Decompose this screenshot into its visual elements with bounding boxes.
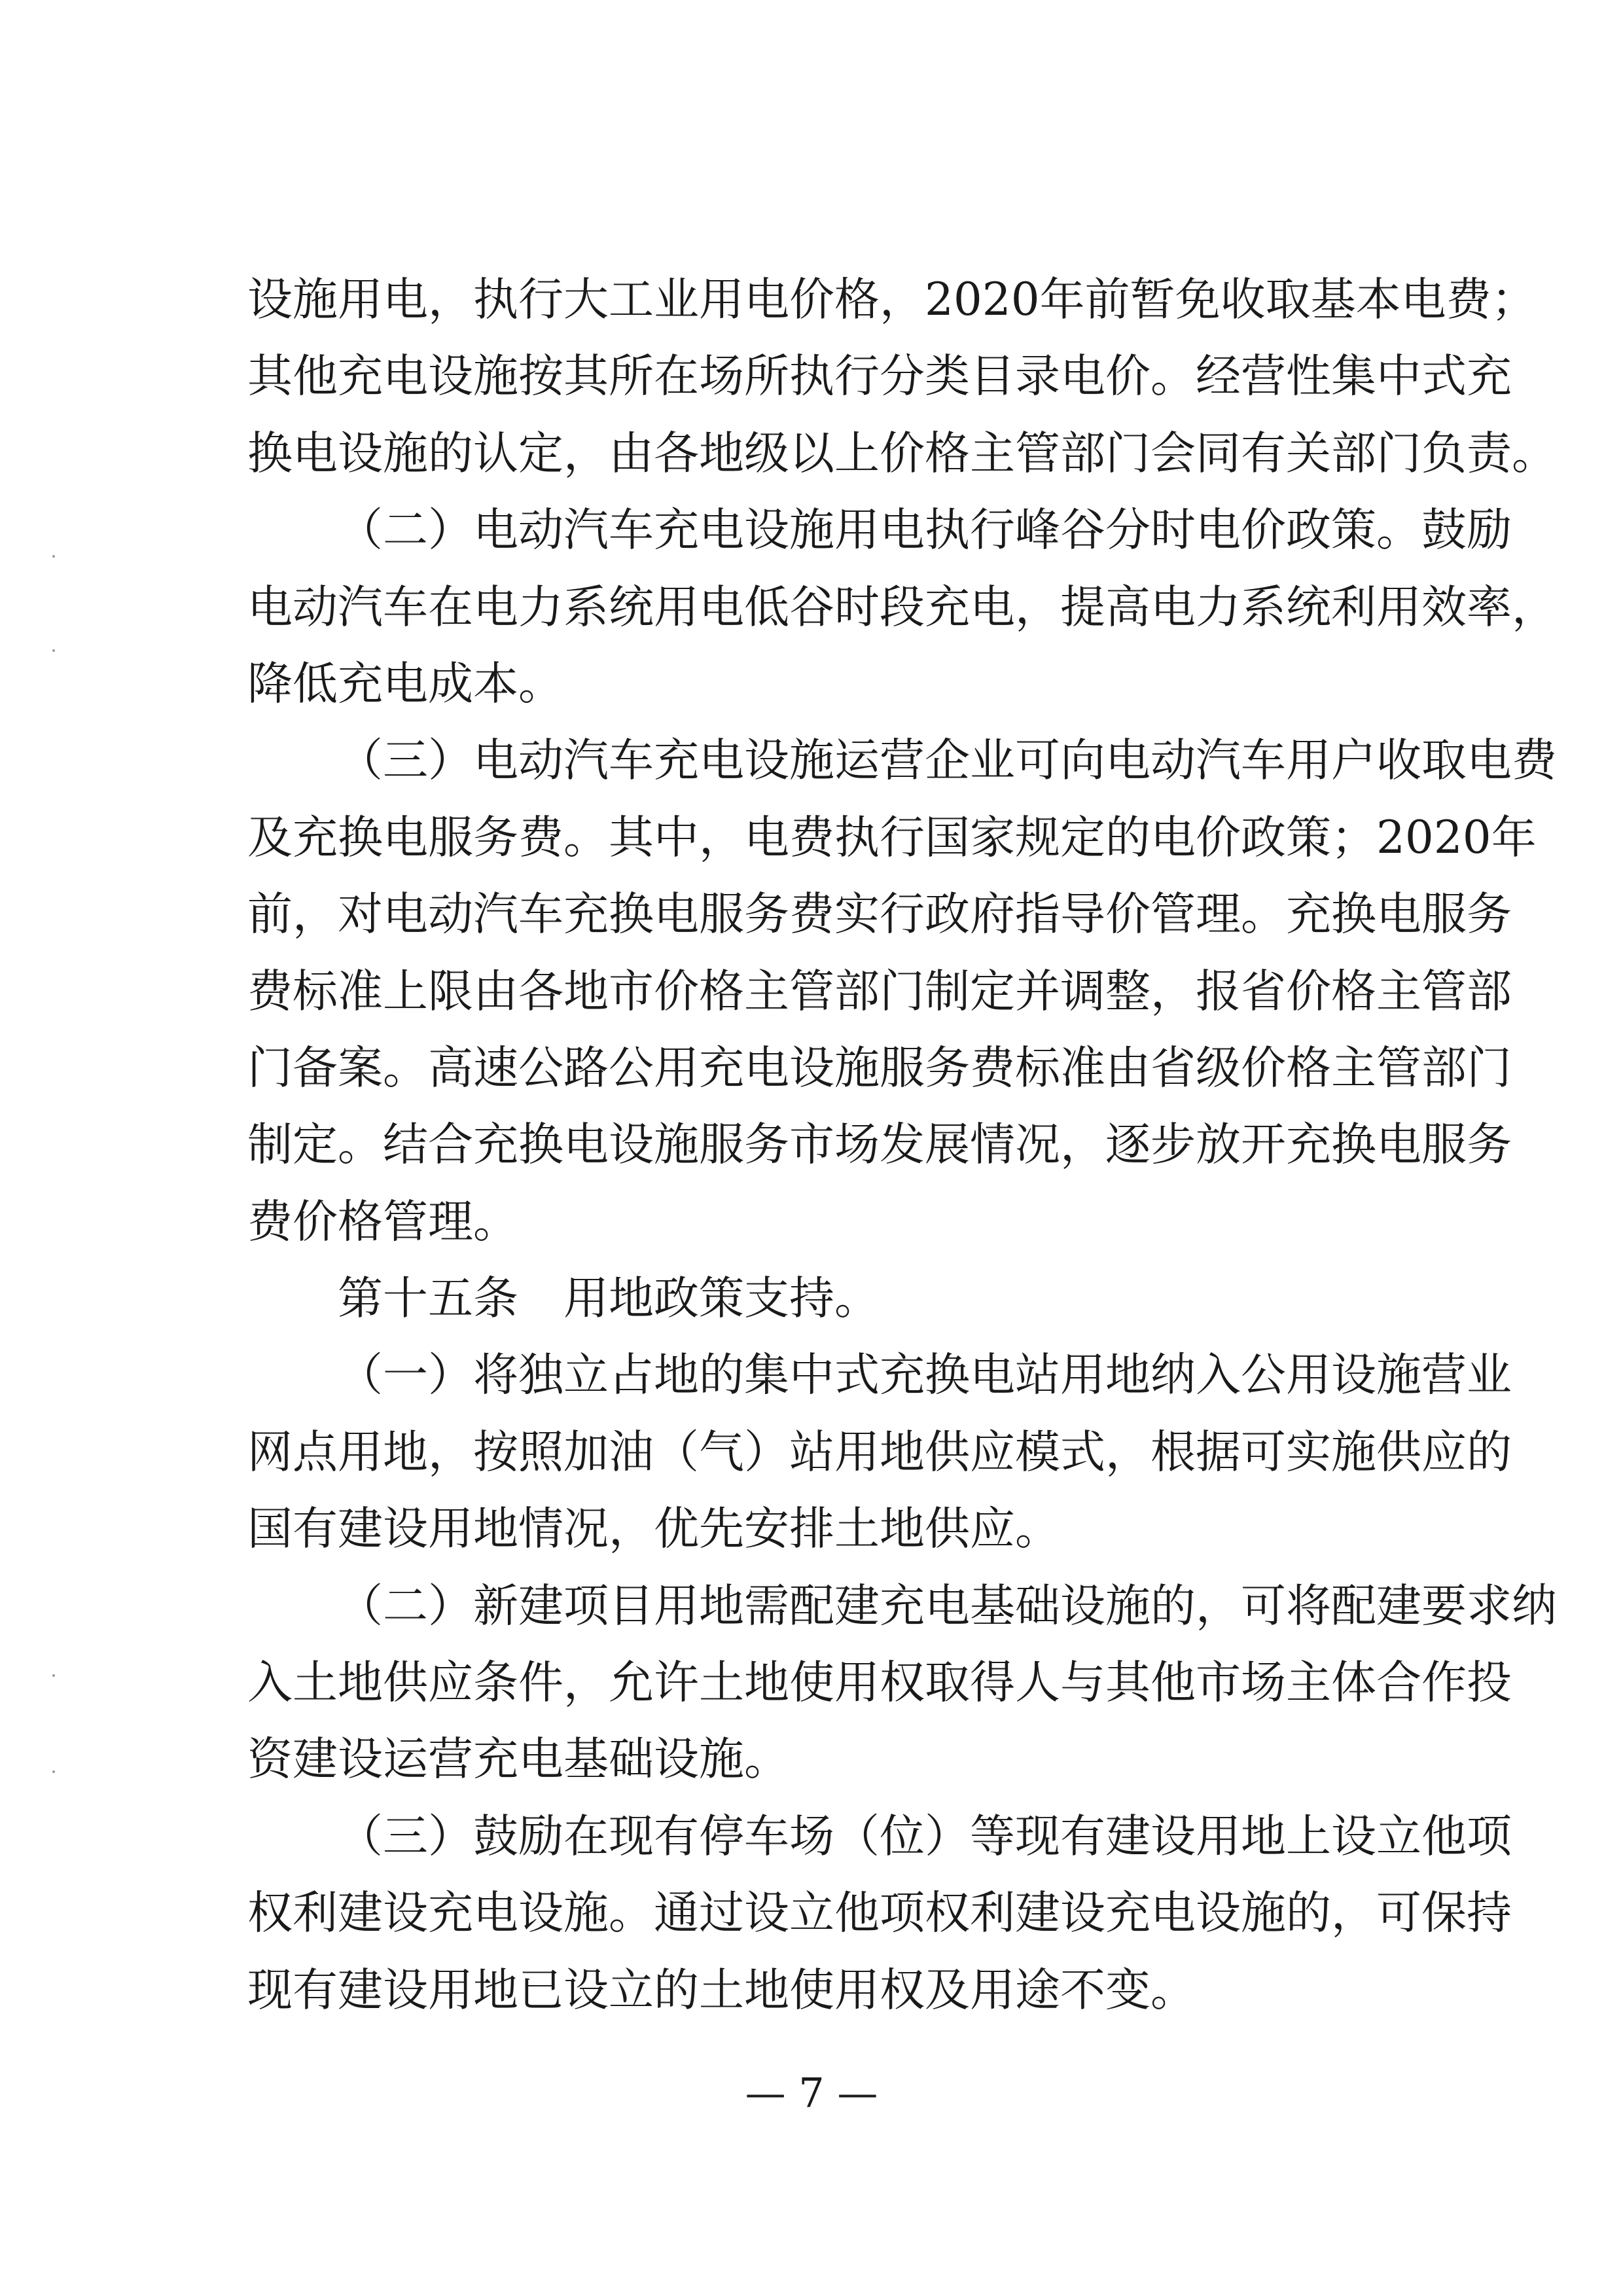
paragraph-line: 费标准上限由各地市价格主管部门制定并调整，报省价格主管部 bbox=[247, 965, 1512, 1018]
page-number: — 7 — bbox=[745, 2069, 878, 2117]
paragraph-line: 国有建设用地情况，优先安排土地供应。 bbox=[247, 1503, 1060, 1556]
body-text bbox=[247, 262, 1557, 2029]
paragraph-line: 资建设运营充电基础设施。 bbox=[247, 1733, 789, 1786]
paragraph-line: （二）新建项目用地需配建充电基础设施的，可将配建要求纳 bbox=[338, 1579, 1557, 1632]
paragraph-line: 电动汽车在电力系统用电低谷时段充电，提高电力系统利用效率， bbox=[247, 581, 1557, 634]
paragraph-line: 降低充电成本。 bbox=[247, 657, 563, 710]
scan-speck bbox=[52, 1674, 55, 1677]
paragraph-line: （一）将独立占地的集中式充换电站用地纳入公用设施营业 bbox=[338, 1349, 1512, 1402]
paragraph-line: 设施用电，执行大工业用电价格，2020年前暂免收取基本电费； bbox=[247, 274, 1537, 326]
scan-speck bbox=[52, 649, 55, 652]
scan-speck bbox=[52, 555, 55, 558]
paragraph-line: （三）电动汽车充电设施运营企业可向电动汽车用户收取电费 bbox=[338, 734, 1557, 787]
paragraph-line: 前，对电动汽车充换电服务费实行政府指导价管理。充换电服务 bbox=[247, 888, 1512, 941]
paragraph-line: 其他充电设施按其所在场所执行分类目录电价。经营性集中式充 bbox=[247, 350, 1512, 403]
paragraph-line: 权利建设充电设施。通过设立他项权利建设充电设施的，可保持 bbox=[247, 1887, 1512, 1940]
paragraph-line: 现有建设用地已设立的土地使用权及用途不变。 bbox=[247, 1964, 1196, 2017]
paragraph-line: 换电设施的认定，由各地级以上价格主管部门会同有关部门负责。 bbox=[247, 427, 1557, 480]
paragraph-line: 费价格管理。 bbox=[247, 1195, 518, 1248]
scan-speck bbox=[52, 1770, 55, 1773]
paragraph-line: 门备案。高速公路公用充电设施服务费标准由省级价格主管部门 bbox=[247, 1041, 1512, 1094]
article-heading: 第十五条 用地政策支持。 bbox=[338, 1272, 880, 1325]
paragraph-line: （二）电动汽车充电设施用电执行峰谷分时电价政策。鼓励 bbox=[338, 504, 1512, 557]
paragraph-line: 入土地供应条件，允许土地使用权取得人与其他市场主体合作投 bbox=[247, 1657, 1512, 1710]
paragraph-line: 网点用地，按照加油（气）站用地供应模式，根据可实施供应的 bbox=[247, 1426, 1512, 1479]
paragraph-line: 及充换电服务费。其中，电费执行国家规定的电价政策；2020年 bbox=[247, 811, 1537, 864]
paragraph-line: 制定。结合充换电设施服务市场发展情况，逐步放开充换电服务 bbox=[247, 1119, 1512, 1172]
paragraph-line: （三）鼓励在现有停车场（位）等现有建设用地上设立他项 bbox=[338, 1810, 1512, 1863]
